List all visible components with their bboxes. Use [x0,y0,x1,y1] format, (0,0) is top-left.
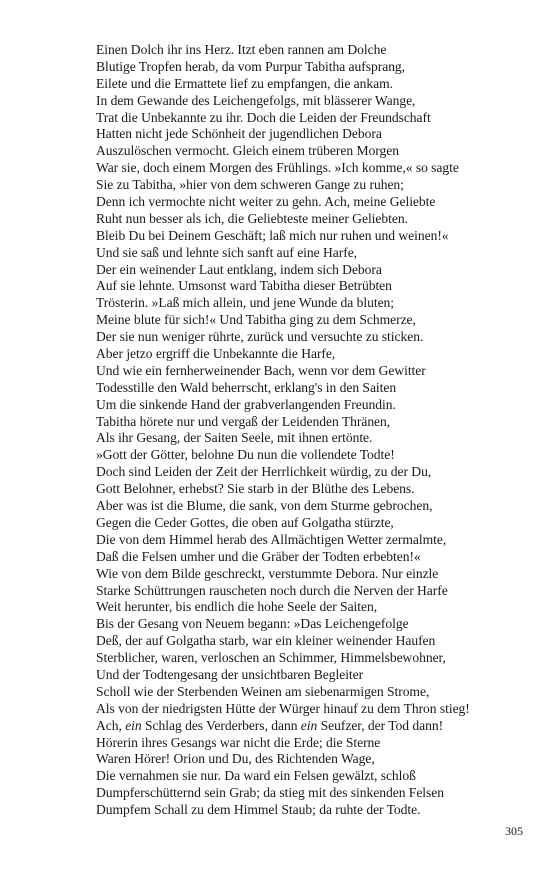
text-line: »Gott der Götter, belohne Du nun die vollendete Todte! [96,447,395,463]
text-line: Bis der Gesang von Neuem begann: »Das Leichengefolge [96,616,409,632]
page-number: 305 [505,824,523,838]
text-line: Auszulöschen vermocht. Gleich einem trüberen Morgen [96,143,399,159]
text-line: Waren Hörer! Orion und Du, des Richtenden Wage, [96,751,375,767]
text-line: Blutige Tropfen herab, da vom Purpur Tabitha aufsprang, [96,58,406,74]
text-line: Hatten nicht jede Schönheit der jugendlichen Debora [96,126,382,142]
text-run: Schlag des Verderbers, dann [141,717,301,733]
text-line: Starke Schüttrungen rauscheten noch durch die Nerven der Harfe [96,582,448,598]
text-line: Dumpfem Schall zu dem Himmel Staub; da ruhte der Todte. [96,802,421,818]
text-line: Und wie ein fernherweinender Bach, wenn vor dem Gewitter [96,362,426,378]
text-line: Sterblicher, waren, verloschen an Schimmer, Himmelsbewohner, [96,650,446,666]
text-line: Wie von dem Bilde geschreckt, verstummte Debora. Nur einzle [96,565,439,581]
text-line: Eilete und die Ermattete lief zu empfangen, die ankam. [96,75,393,91]
text-line-emphasis [96,718,536,735]
text-line: Die vernahmen sie nur. Da ward ein Felsen gewälzt, schloß [96,768,416,784]
text-line: Trat die Unbekannte zu ihr. Doch die Leiden der Freundschaft [96,109,431,125]
text-line: Todesstille den Wald beherrscht, erklang's in den Saiten [96,379,397,395]
emphasized-word: ein [300,717,318,733]
text-line: Um die sinkende Hand der grabverlangenden Freundin. [96,396,396,412]
text-line: Meine blute für sich!« Und Tabitha ging zu dem Schmerze, [96,312,416,328]
text-line: Gott Belohner, erhebst? Sie starb in der Blüthe des Lebens. [96,481,415,497]
text-line: Der ein weinender Laut entklang, indem sich Debora [96,261,382,277]
text-run: Ach, [96,717,126,733]
text-line: Scholl wie der Sterbenden Weinen am siebenarmigen Strome, [96,683,430,699]
text-line: Die von dem Himmel herab des Allmächtigen Wetter zermalmte, [96,531,447,547]
text-line: Auf sie lehnte. Umsonst ward Tabitha dieser Betrübten [96,278,392,294]
text-line: War sie, doch einem Morgen des Frühlings. »Ich komme,« so sagte [96,160,459,176]
text-line: Weit herunter, bis endlich die hohe Seele der Saiten, [96,599,378,615]
text-line: Der sie nun weniger rührte, zurück und versuchte zu sticken. [96,329,424,345]
text-line: Und der Todtengesang der unsichtbaren Begleiter [96,666,364,682]
text-line: Dumpferschütternd sein Grab; da stieg mit des sinkenden Felsen [96,785,444,801]
text-line: Deß, der auf Golgatha starb, war ein kleiner weinender Haufen [96,633,436,649]
text-line: Denn ich vermochte nicht weiter zu gehn. Ach, meine Geliebte [96,194,436,210]
poem-text [96,42,536,819]
text-line: Doch sind Leiden der Zeit der Herrlichkeit würdig, zu der Du, [96,464,432,480]
emphasized-word: ein [125,717,142,733]
text-line: Bleib Du bei Deinem Geschäft; laß mich nur ruhen und weinen!« [96,227,449,243]
text-line: Daß die Felsen umher und die Gräber der Todten erbebten!« [96,548,421,564]
text-line: Als ihr Gesang, der Saiten Seele, mit ihnen ertönte. [96,430,373,446]
text-line: Aber was ist die Blume, die sank, von dem Sturme gebrochen, [96,498,433,514]
text-line: Aber jetzo ergriff die Unbekannte die Harfe, [96,346,336,362]
text-line: Als von der niedrigsten Hütte der Würger hinauf zu dem Thron stieg! [96,700,470,716]
text-line: Gegen die Ceder Gottes, die oben auf Golgatha stürzte, [96,514,394,530]
text-line: Einen Dolch ihr ins Herz. Itzt eben rannen am Dolche [96,42,387,57]
text-line: Sie zu Tabitha, »hier von dem schweren Gange zu ruhen; [96,177,404,193]
text-line: Tabitha hörete nur und vergaß der Leidenden Thränen, [96,413,391,429]
text-line: In dem Gewande des Leichengefolgs, mit blässerer Wange, [96,92,416,108]
text-line: Und sie saß und lehnte sich sanft auf eine Harfe, [96,244,358,260]
text-line: Ruht nun besser als ich, die Geliebteste meiner Geliebten. [96,210,408,226]
text-line: Hörerin ihres Gesangs war nicht die Erde; die Sterne [96,734,381,750]
text-line: Trösterin. »Laß mich allein, und jene Wunde da bluten; [96,295,395,311]
text-run: Seufzer, der Tod dann! [317,717,444,733]
